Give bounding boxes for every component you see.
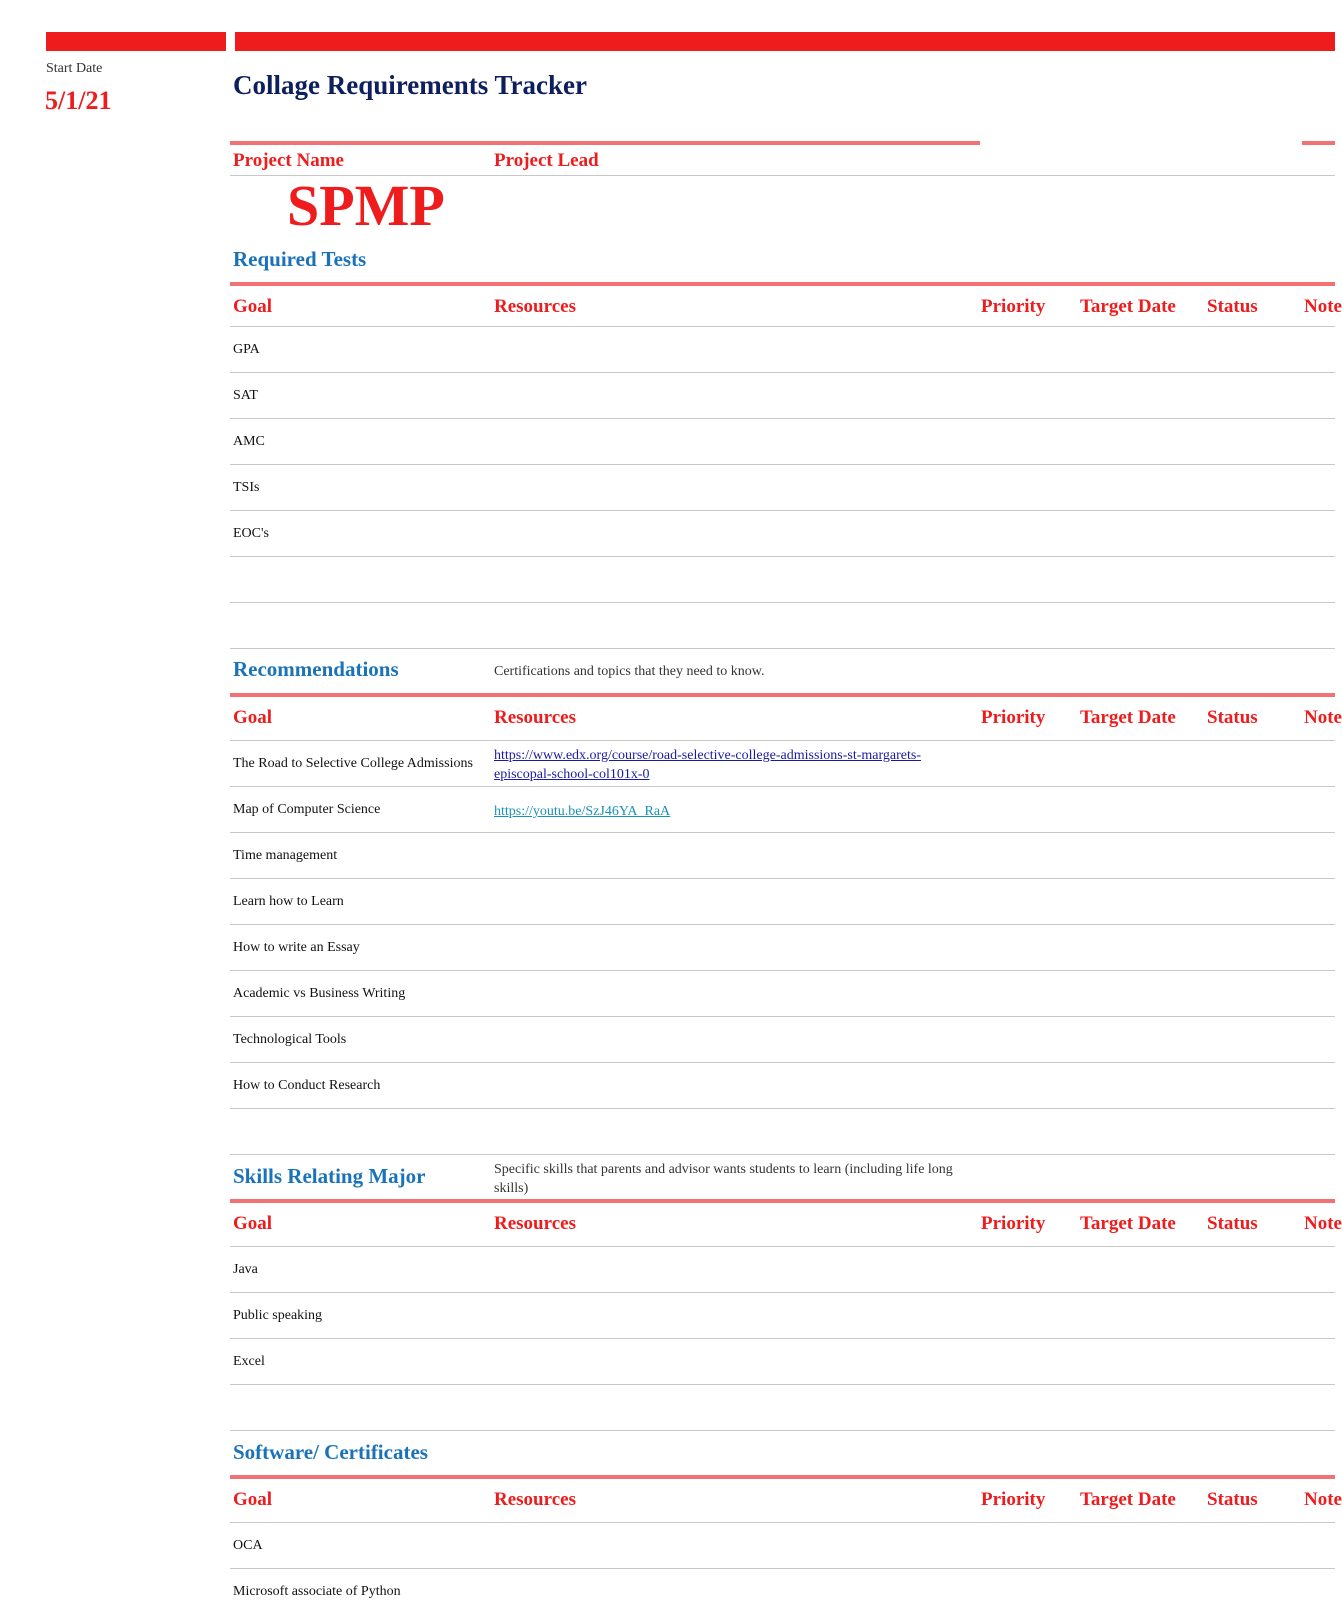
goal-cell[interactable]: The Road to Selective College Admissions: [233, 756, 473, 771]
row-rule: [230, 1154, 1335, 1155]
row-rule: [230, 1016, 1335, 1017]
required-tests-rule: [230, 282, 1335, 286]
col-notes: Note: [1304, 1213, 1342, 1234]
section-title-software: Software/ Certificates: [233, 1440, 428, 1464]
col-goal: Goal: [233, 1489, 273, 1510]
goal-cell[interactable]: OCA: [233, 1538, 263, 1553]
goal-cell[interactable]: AMC: [233, 434, 265, 449]
header-rule: [230, 326, 1335, 327]
row-rule: [230, 418, 1335, 419]
col-priority: Priority: [981, 707, 1046, 728]
skills-rule: [230, 1199, 1335, 1203]
col-goal: Goal: [233, 1213, 273, 1234]
resource-link[interactable]: https://www.edx.org/course/road-selective-college-admissions-st-margarets-episcopal-school-col101x-0: [494, 748, 922, 782]
goal-cell[interactable]: Technological Tools: [233, 1032, 347, 1047]
row-rule: [230, 1384, 1335, 1385]
row-rule: [230, 924, 1335, 925]
row-rule: [230, 1292, 1335, 1293]
col-notes: Note: [1304, 707, 1342, 728]
goal-cell[interactable]: Time management: [233, 848, 338, 863]
col-target-date: Target Date: [1080, 1213, 1176, 1234]
col-goal: Goal: [233, 296, 273, 317]
row-rule: [230, 1062, 1335, 1063]
top-accent-bar-right: [235, 32, 1335, 51]
row-rule: [230, 832, 1335, 833]
row-rule: [230, 464, 1335, 465]
section-description: Specific skills that parents and advisor wants students to learn (including life long skills): [494, 1162, 953, 1196]
row-rule: [230, 786, 1335, 787]
section-title-recommendations: Recommendations: [233, 657, 399, 681]
col-goal: Goal: [233, 707, 273, 728]
col-status: Status: [1207, 707, 1258, 728]
section-title-required-tests: Required Tests: [233, 247, 367, 271]
col-target-date: Target Date: [1080, 707, 1176, 728]
section-description: Certifications and topics that they need to know.: [494, 664, 765, 679]
col-resources: Resources: [494, 296, 576, 317]
row-rule: [230, 1568, 1335, 1569]
row-rule: [230, 1338, 1335, 1339]
col-priority: Priority: [981, 1489, 1046, 1510]
row-rule: [230, 878, 1335, 879]
goal-cell[interactable]: TSIs: [233, 480, 260, 495]
col-notes: Note: [1304, 1489, 1342, 1510]
goal-cell[interactable]: Academic vs Business Writing: [233, 986, 406, 1001]
goal-cell[interactable]: How to write an Essay: [233, 940, 360, 955]
project-name-value[interactable]: SPMP: [287, 173, 445, 238]
row-rule: [230, 556, 1335, 557]
goal-cell[interactable]: Excel: [233, 1354, 265, 1369]
goal-cell[interactable]: Public speaking: [233, 1308, 323, 1323]
col-resources: Resources: [494, 707, 576, 728]
top-accent-bar-left: [46, 32, 226, 51]
start-date-label: Start Date: [46, 61, 103, 76]
header-rule: [230, 1246, 1335, 1247]
goal-cell[interactable]: How to Conduct Research: [233, 1078, 381, 1093]
project-lead-label: Project Lead: [494, 150, 599, 171]
col-target-date: Target Date: [1080, 296, 1176, 317]
col-priority: Priority: [981, 296, 1046, 317]
header-rule: [230, 1522, 1335, 1523]
goal-cell[interactable]: Map of Computer Science: [233, 802, 381, 817]
row-rule: [230, 970, 1335, 971]
goal-cell[interactable]: Java: [233, 1262, 258, 1277]
col-priority: Priority: [981, 1213, 1046, 1234]
row-rule: [230, 1108, 1335, 1109]
col-notes: Note: [1304, 296, 1342, 317]
col-status: Status: [1207, 1489, 1258, 1510]
goal-cell[interactable]: Learn how to Learn: [233, 894, 344, 909]
row-rule: [230, 1430, 1335, 1431]
col-resources: Resources: [494, 1489, 576, 1510]
goal-cell[interactable]: SAT: [233, 388, 258, 403]
col-target-date: Target Date: [1080, 1489, 1176, 1510]
goal-cell[interactable]: GPA: [233, 342, 260, 357]
start-date-value[interactable]: 5/1/21: [45, 86, 112, 115]
page-title: Collage Requirements Tracker: [233, 70, 587, 100]
goal-cell[interactable]: EOC's: [233, 526, 269, 541]
section-title-skills: Skills Relating Major: [233, 1164, 426, 1188]
row-rule: [230, 648, 1335, 649]
project-rule-right: [1302, 141, 1335, 145]
col-status: Status: [1207, 296, 1258, 317]
header-rule: [230, 740, 1335, 741]
row-rule: [230, 602, 1335, 603]
col-resources: Resources: [494, 1213, 576, 1234]
goal-cell[interactable]: Microsoft associate of Python: [233, 1584, 401, 1599]
row-rule: [230, 372, 1335, 373]
project-name-label: Project Name: [233, 150, 344, 171]
col-status: Status: [1207, 1213, 1258, 1234]
software-rule: [230, 1475, 1335, 1479]
recommendations-rule: [230, 693, 1335, 697]
row-rule: [230, 510, 1335, 511]
resource-link[interactable]: https://youtu.be/SzJ46YA_RaA: [494, 804, 671, 819]
project-rule-left: [230, 141, 980, 145]
